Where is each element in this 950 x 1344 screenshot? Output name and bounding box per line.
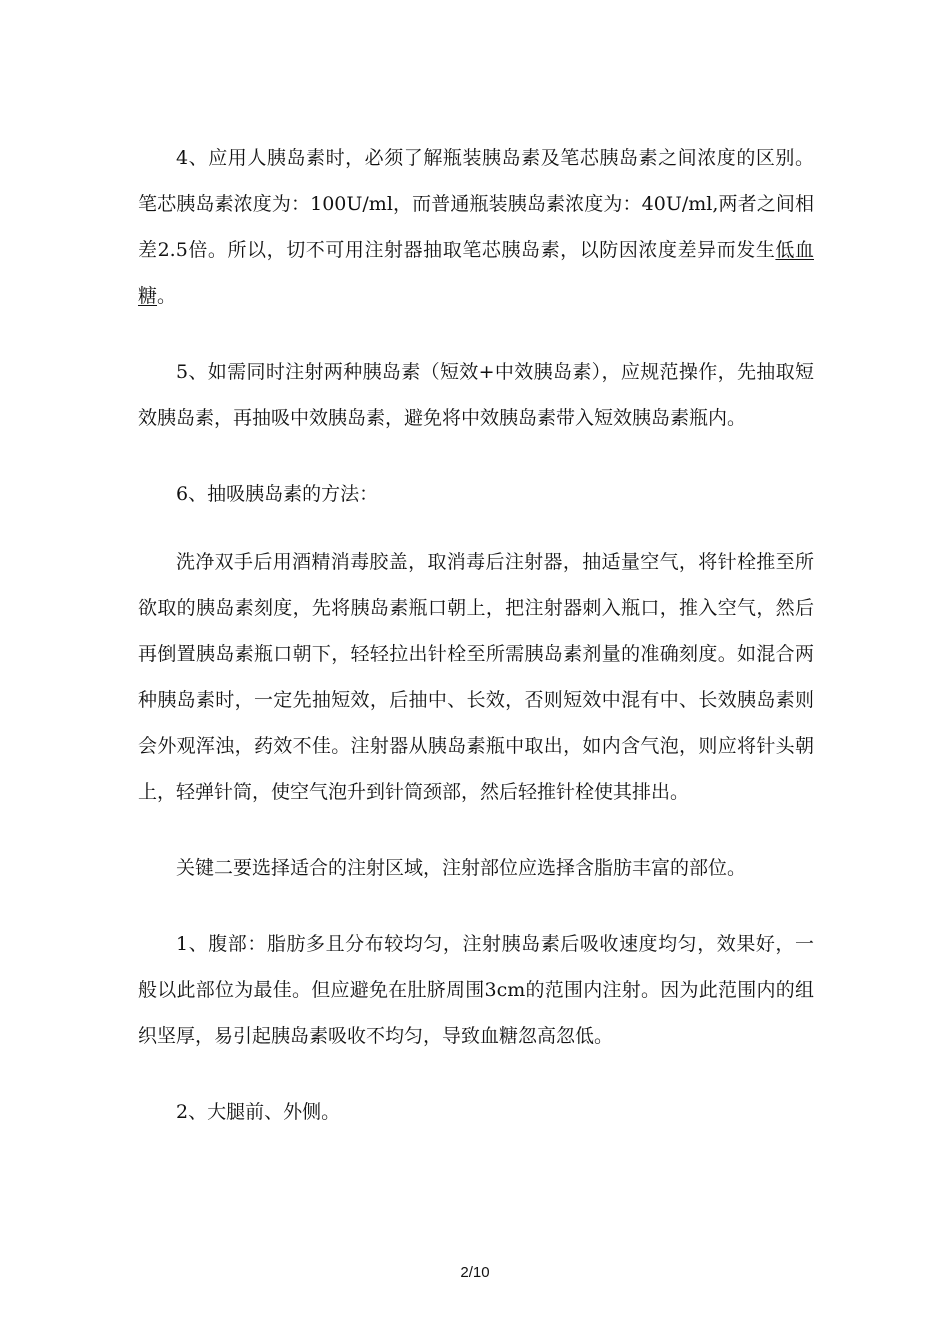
hypoglycemia-link[interactable]: 低血糖 (138, 239, 814, 307)
paragraph-text-end: 。 (157, 285, 177, 307)
paragraph-site-abdomen: 1、腹部：脂肪多且分布较均匀，注射胰岛素后吸收速度均匀，效果好，一般以此部位为最佳。但应避免在肚脐周围3cm的范围内注射。因为此范围内的组织坚厚，易引起胰岛素吸收不均匀，导致血糖忽高忽低。 (138, 933, 814, 1047)
document-body (138, 135, 814, 1135)
paragraph-site-thigh: 2、大腿前、外侧。 (176, 1101, 341, 1123)
paragraph-method-heading: 6、抽吸胰岛素的方法： (176, 483, 379, 505)
page-number: 2/10 (460, 1264, 490, 1281)
paragraph-method-body: 洗净双手后用酒精消毒胶盖，取消毒后注射器，抽适量空气，将针栓推至所欲取的胰岛素刻度，先将胰岛素瓶口朝上，把注射器刺入瓶口，推入空气，然后再倒置胰岛素瓶口朝下，轻轻拉出针栓至所需胰岛素剂量的准确刻度。如混合两种胰岛素时，一定先抽短效，后抽中、长效，否则短效中混有中、长效胰岛素则会外观浑浊，药效不佳。注射器从胰岛素瓶中取出，如内含气泡，则应将针头朝上，轻弹针筒，使空气泡升到针筒颈部，然后轻推针栓使其排出。 (138, 551, 814, 803)
paragraph-mixing-insulin: 5、如需同时注射两种胰岛素（短效+中效胰岛素），应规范操作，先抽取短效胰岛素，再抽吸中效胰岛素，避免将中效胰岛素带入短效胰岛素瓶内。 (138, 361, 814, 429)
paragraph-key-two: 关键二要选择适合的注射区域，注射部位应选择含脂肪丰富的部位。 (176, 857, 747, 879)
paragraph-insulin-concentration (138, 135, 814, 319)
paragraph-text: 4、应用人胰岛素时，必须了解瓶装胰岛素及笔芯胰岛素之间浓度的区别。笔芯胰岛素浓度为：100U/ml，而普通瓶装胰岛素浓度为：40U/ml,两者之间相差2.5倍。所以，切不可用注射器抽取笔芯胰岛素，以防因浓度差异而发生 (138, 147, 814, 261)
